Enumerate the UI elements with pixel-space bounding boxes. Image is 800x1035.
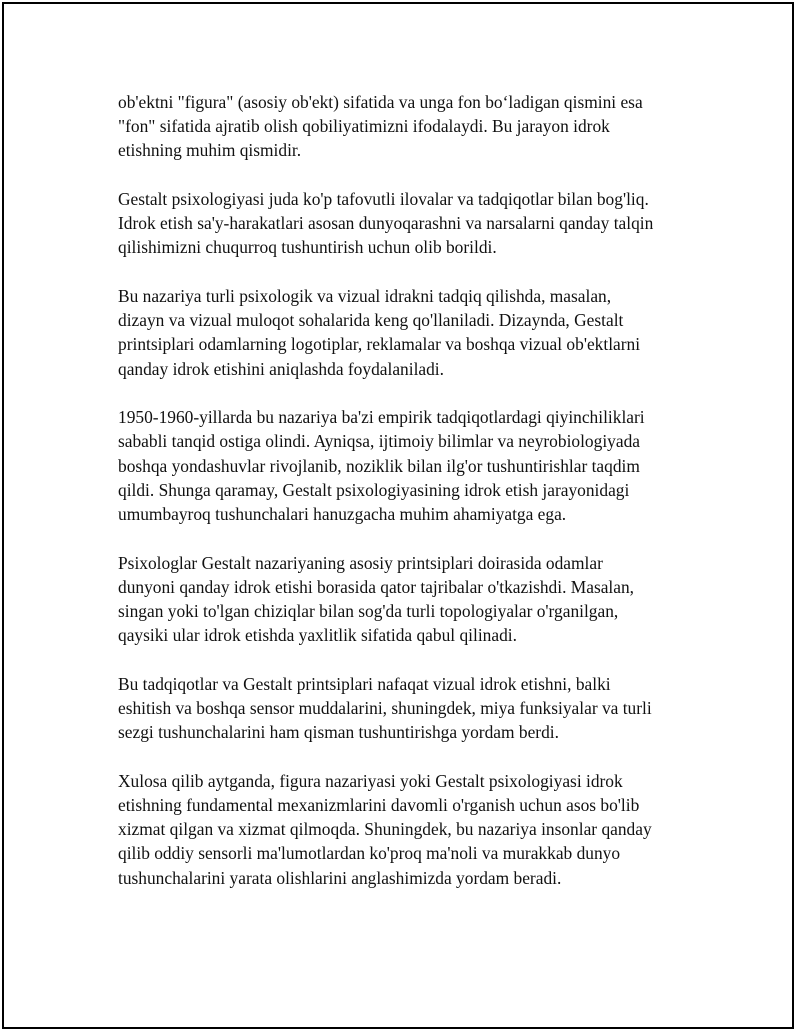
text-line: qaysiki ular idrok etishda yaxlitlik sifatida qabul qilinadi. — [118, 625, 517, 646]
paragraph — [118, 672, 688, 745]
paragraph — [118, 187, 688, 260]
paragraph — [118, 284, 688, 381]
text-line: printsiplari odamlarning logotiplar, reklamalar va boshqa vizual ob'ektlarni — [118, 334, 641, 355]
paragraph — [118, 405, 688, 526]
text-line: etishning fundamental mexanizmlarini davomli o'rganish uchun asos bo'lib — [118, 795, 640, 816]
document-body — [118, 90, 688, 914]
text-line: qildi. Shunga qaramay, Gestalt psixologiyasining idrok etish jarayonidagi — [118, 479, 630, 500]
text-line: "fon" sifatida ajratib olish qobiliyatimizni ifodalaydi. Bu jarayon idrok — [118, 116, 610, 137]
text-line: Bu tadqiqotlar va Gestalt printsiplari nafaqat vizual idrok etishni, balki — [118, 673, 611, 694]
text-line: eshitish va boshqa sensor muddalarini, shuningdek, miya funksiyalar va turli — [118, 698, 652, 719]
text-line: ob'ektni "figura" (asosiy ob'ekt) sifatida va unga fon bo‘ladigan qismini esa — [118, 92, 643, 112]
text-line: singan yoki to'lgan chiziqlar bilan sog'da turli topologiyalar o'rganilgan, — [118, 601, 619, 622]
paragraph — [118, 551, 688, 648]
text-line: Xulosa qilib aytganda, figura nazariyasi yoki Gestalt psixologiyasi idrok — [118, 770, 623, 791]
text-line: boshqa yondashuvlar rivojlanib, noziklik bilan ilg'or tushuntirishlar taqdim — [118, 455, 640, 476]
text-line: qanday idrok etishini aniqlashda foydalaniladi. — [118, 358, 444, 379]
text-line: sezgi tushunchalarini ham qisman tushuntirishga yordam berdi. — [118, 722, 559, 743]
text-line: Psixologlar Gestalt nazariyaning asosiy printsiplari doirasida odamlar — [118, 552, 603, 573]
paragraph — [118, 769, 688, 890]
text-line: tushunchalarini yarata olishlarini anglashimizda yordam beradi. — [118, 867, 562, 888]
text-line: etishning muhim qismidir. — [118, 140, 302, 161]
text-line: qilishimizni chuqurroq tushuntirish uchun olib borildi. — [118, 237, 497, 258]
text-line: 1950-1960-yillarda bu nazariya ba'zi empirik tadqiqotlardagi qiyinchiliklari — [118, 407, 645, 428]
paragraph — [118, 90, 688, 163]
text-line: Bu nazariya turli psixologik va vizual idrakni tadqiq qilishda, masalan, — [118, 286, 612, 306]
text-line: Gestalt psixologiyasi juda ko'p tafovutli ilovalar va tadqiqotlar bilan bog'liq. — [118, 189, 649, 209]
text-line: dizayn va vizual muloqot sohalarida keng qo'llaniladi. Dizaynda, Gestalt — [118, 310, 624, 331]
text-line: xizmat qilgan va xizmat qilmoqda. Shuningdek, bu nazariya insonlar qanday — [118, 819, 652, 840]
text-line: umumbayroq tushunchalari hanuzgacha muhim ahamiyatga ega. — [118, 504, 567, 525]
text-line: Idrok etish sa'y-harakatlari asosan dunyoqarashni va narsalarni qanday talqin — [118, 213, 654, 234]
text-line: qilib oddiy sensorli ma'lumotlardan ko'proq ma'noli va murakkab dunyo — [118, 843, 621, 864]
text-line: dunyoni qanday idrok etishi borasida qator tajribalar o'tkazishdi. Masalan, — [118, 576, 635, 597]
text-line: sababli tanqid ostiga olindi. Ayniqsa, ijtimoiy bilimlar va neyrobiologiyada — [118, 431, 640, 452]
